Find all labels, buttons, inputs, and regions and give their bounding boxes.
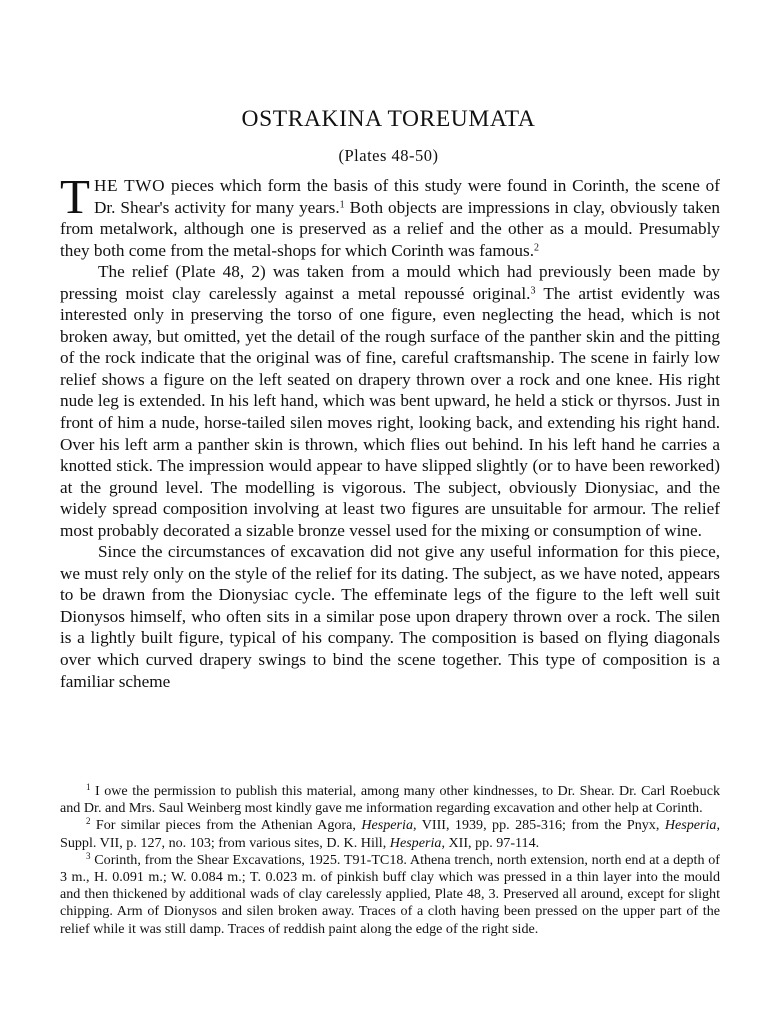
footnote-text: , VIII, 1939, pp. 285-316; from the Pnyx,	[413, 817, 665, 834]
footnote-ref: 3	[530, 285, 536, 297]
footnote-ref: 2	[534, 242, 539, 254]
footnote-mark: 1	[86, 782, 91, 793]
journal-title: Hesperia	[389, 834, 442, 851]
paragraph-text: pieces which form the basis of this study were found in Corinth, the scene of Dr. Shear's activity for many years.	[93, 176, 720, 217]
footnote-text: I owe the permission to publish this material, among many other kindnesses, to Dr. Shear. Dr. Carl Roebuck and Dr. and Mrs. Saul Weinberg most kindly gave me information regarding excavation and other help at Corinth.	[60, 783, 720, 817]
footnote-2	[60, 817, 720, 851]
paragraph-3	[60, 541, 720, 692]
journal-title: Hesperia	[664, 817, 717, 834]
opening-small-caps: HE TWO	[93, 176, 166, 195]
footnote-text: , Suppl. VII, p. 127, no. 103; from various sites, D. K. Hill,	[60, 817, 721, 851]
footnote-text: For similar pieces from the Athenian Agora,	[90, 817, 362, 834]
footnote-3	[60, 852, 720, 938]
paragraph-text: The relief (Plate 48, 2) was taken from a mould which had previously been made by pressing moist clay carelessly against a metal repoussé original.	[60, 262, 720, 303]
footnote-1	[60, 783, 720, 817]
paragraph-text: Since the circumstances of excavation did not give any useful information for this piece, we must rely only on the style of the relief for its dating. The subject, as we have noted, appears to be drawn from the Dionysiac cycle. The effeminate legs of the figure to the left well suit Dionysos himself, who often sits in a similar pose upon drapery thrown over a rock. The silen is a lightly built figure, typical of his company. The composition is based on flying diagonals over which curved drapery swings to bind the scene together. This type of composition is a familiar scheme	[60, 542, 720, 691]
paragraph-text: Both objects are impressions in clay, obviously taken from metalwork, although one is preserved as a relief and the other as a mould. Presumably they both come from the metal-shops for which Corinth was famous.	[60, 197, 720, 260]
article-title: OSTRAKINA TOREUMATA	[241, 106, 536, 132]
footnote-mark: 3	[86, 850, 91, 861]
footnote-mark: 2	[86, 816, 91, 827]
footnote-text: Corinth, from the Shear Excavations, 1925. T91-TC18. Athena trench, north extension, north end at a depth of 3 m., H. 0.091 m.; W. 0.084 m.; T. 0.023 m. of pinkish buff clay which was pressed in a thin layer into the mould and then thickened by additional wads of clay carelessly applied, Plate 48, 3. Preserved all around, except for slight chipping. Arm of Dionysos and silen broken away. Traces of a cloth having been pressed on the upper part of the relief while it was still damp. Traces of reddish paint along the edge of the right side.	[60, 851, 720, 937]
paragraph-text: The artist evidently was interested only in preserving the torso of one figure, even neglecting the head, which is not broken away, but omitted, yet the detail of the rough surface of the panther skin and the pitting of the rock indicate that the original was of fine, careful craftsmanship. The scene in fairly low relief shows a figure on the left seated on drapery thrown over a rock and one knee. His right nude leg is extended. In his left hand, which was bent upward, he held a stick or thyrsos. Just in front of him a nude, horse-tailed silen moves right, looking back, and extending his right hand. Over his left arm a panther skin is thrown, which flies out behind. In his left hand he carries a knotted stick. The impression would appear to have slipped slightly (or to have been reworked) at the ground level. The modelling is vigorous. The subject, obviously Dionysiac, and the widely spread composition involving at least two figures are unsuitable for armour. The relief most probably decorated a sizable bronze vessel used for the mixing or consumption of wine.	[60, 283, 720, 540]
drop-cap: T	[60, 169, 90, 224]
article-body	[60, 169, 720, 692]
plates-reference: (Plates 48-50)	[338, 146, 439, 165]
paragraph-1	[60, 169, 720, 261]
footnote-ref: 1	[339, 199, 345, 211]
footnotes	[60, 783, 720, 938]
paragraph-2	[60, 261, 720, 541]
journal-title: Hesperia	[361, 817, 413, 834]
footnote-text: , XII, pp. 97-114.	[441, 834, 540, 851]
